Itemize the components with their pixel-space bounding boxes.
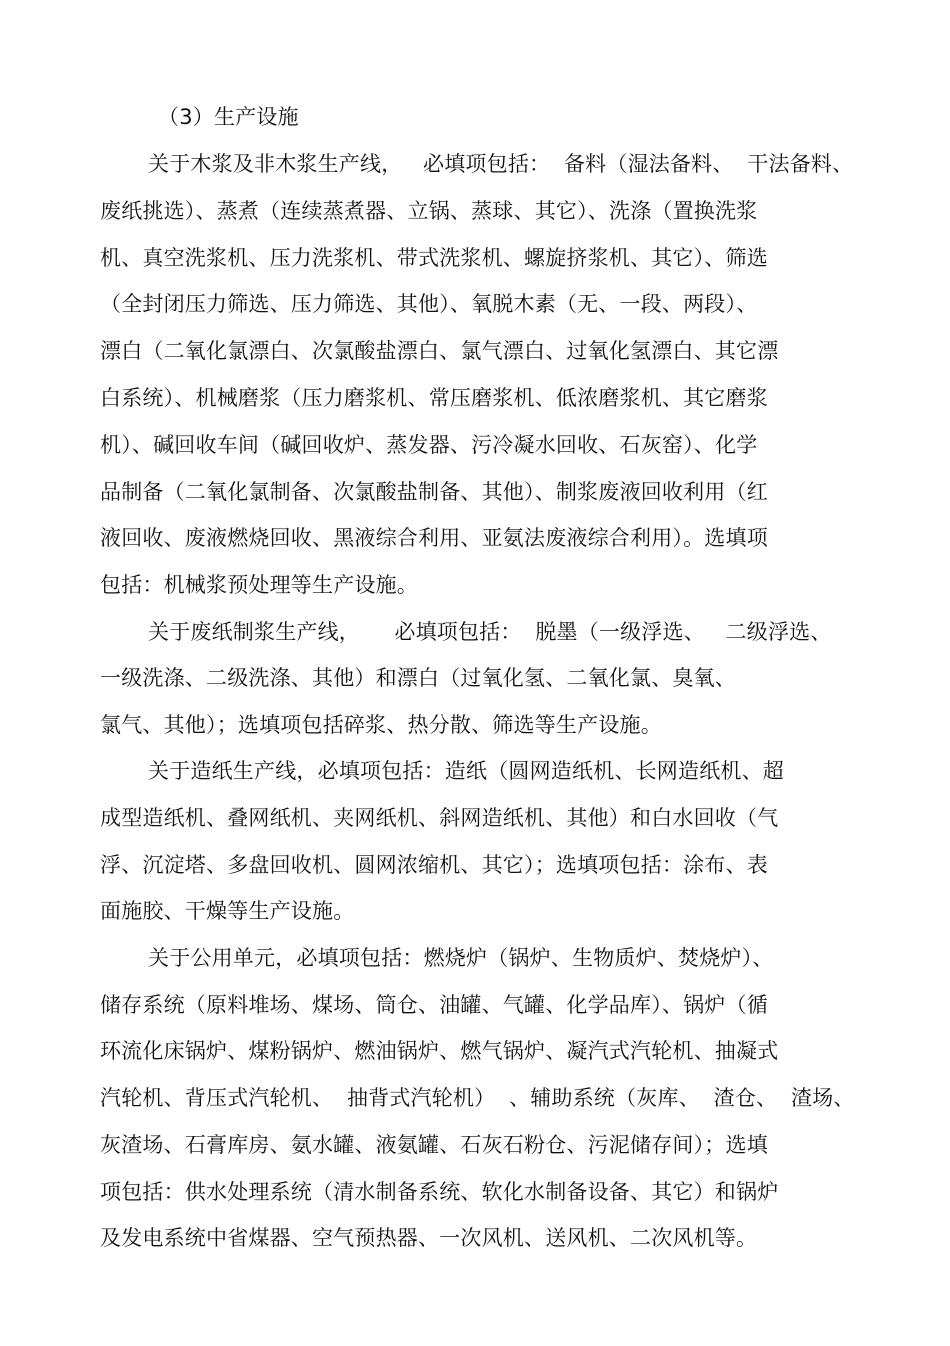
paragraph-4-line-1: 关于公用单元，必填项包括：燃烧炉（锅炉、生物质炉、焚烧炉）、 [148, 946, 774, 970]
section-heading: （3）生产设施 [158, 105, 299, 129]
paragraph-4-line-5: 灰渣场、石膏库房、氨水罐、液氨罐、石灰石粉仓、污泥储存间）；选填 [100, 1133, 768, 1157]
paragraph-1-line-7: 机）、碱回收车间（碱回收炉、蒸发器、污冷凝水回收、石灰窑）、化学 [100, 433, 758, 457]
paragraph-1-line-10: 包括：机械浆预处理等生产设施。 [100, 573, 418, 597]
paragraph-3-line-3: 浮、沉淀塔、多盘回收机、圆网浓缩机、其它）；选填项包括：涂布、表 [100, 853, 768, 877]
paragraph-4-line-2: 储存系统（原料堆场、煤场、筒仓、油罐、气罐、化学品库）、锅炉（循 [100, 993, 768, 1017]
paragraph-2-line-1: 关于废纸制浆生产线， 必填项包括： 脱墨（一级浮选、 二级浮选、 [148, 620, 832, 644]
paragraph-1-line-1: 关于木浆及非木浆生产线， 必填项包括： 备料（湿法备料、 干法备料、 [148, 152, 854, 176]
paragraph-1-line-8: 品制备（二氧化氯制备、次氯酸盐制备、其他）、制浆废液回收利用（红 [100, 480, 768, 504]
paragraph-4-line-6: 项包括：供水处理系统（清水制备系统、软化水制备设备、其它）和锅炉 [100, 1180, 779, 1204]
paragraph-1-line-2: 废纸挑选）、蒸煮（连续蒸煮器、立锅、蒸球、其它）、洗涤（置换洗浆 [100, 199, 758, 223]
paragraph-2-line-2: 一级洗涤、二级洗涤、其他）和漂白（过氧化氢、二氧化氯、臭氧、 [100, 666, 736, 690]
paragraph-3-line-4: 面施胶、干燥等生产设施。 [100, 899, 355, 923]
paragraph-3-line-1: 关于造纸生产线，必填项包括：造纸（圆网造纸机、长网造纸机、超 [148, 759, 784, 783]
paragraph-3-line-2: 成型造纸机、叠网纸机、夹网纸机、斜网造纸机、其他）和白水回收（气 [100, 806, 779, 830]
paragraph-1-line-6: 白系统）、机械磨浆（压力磨浆机、常压磨浆机、低浓磨浆机、其它磨浆 [100, 386, 768, 410]
paragraph-1-line-3: 机、真空洗浆机、压力洗浆机、带式洗浆机、螺旋挤浆机、其它）、筛选 [100, 246, 768, 270]
paragraph-4-line-7: 及发电系统中省煤器、空气预热器、一次风机、送风机、二次风机等。 [100, 1226, 758, 1250]
paragraph-2-line-3: 氯气、其他）；选填项包括碎浆、热分散、筛选等生产设施。 [100, 713, 662, 737]
paragraph-4-line-4: 汽轮机、背压式汽轮机、 抽背式汽轮机） 、辅助系统（灰库、 渣仓、 渣场、 [100, 1086, 855, 1110]
paragraph-1-line-4: （全封闭压力筛选、压力筛选、其他）、氧脱木素（无、一段、两段）、 [100, 292, 758, 316]
paragraph-4-line-3: 环流化床锅炉、煤粉锅炉、燃油锅炉、燃气锅炉、凝汽式汽轮机、抽凝式 [100, 1039, 779, 1063]
paragraph-1-line-9: 液回收、废液燃烧回收、黑液综合利用、亚氨法废液综合利用）。选填项 [100, 526, 768, 550]
paragraph-1-line-5: 漂白（二氧化氯漂白、次氯酸盐漂白、氯气漂白、过氧化氢漂白、其它漂 [100, 339, 779, 363]
